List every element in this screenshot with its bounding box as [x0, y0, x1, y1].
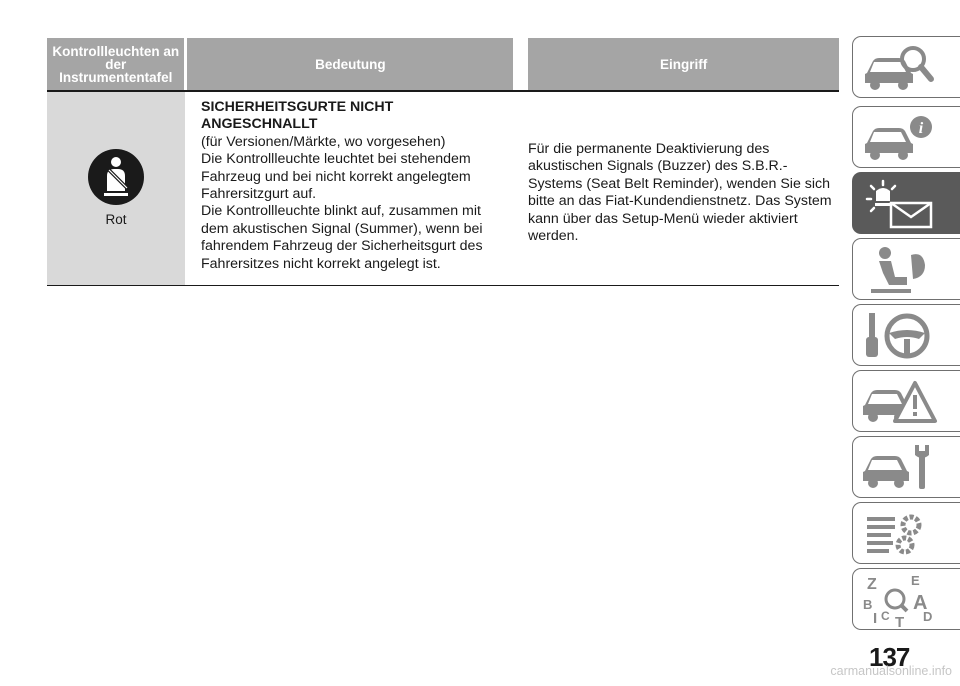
table-row	[47, 92, 839, 286]
meaning-paragraph-2: Die Kontrollleuchte blinkt auf, zusammen mit dem akustischen Signal (Summer), wenn bei fahrendem Fahrzeug der Sicherheitsgurt des Fahrersitzes nicht korrekt angelegt ist.	[201, 203, 483, 272]
car-search-icon	[861, 41, 939, 95]
tab-emergency[interactable]	[852, 370, 960, 432]
meaning-cell	[185, 92, 512, 285]
svg-text:D: D	[923, 609, 933, 624]
svg-text:E: E	[911, 573, 920, 588]
tab-maintenance[interactable]	[852, 436, 960, 498]
column-header-warning-lights: Kontrollleuchten an der Instrumententafel	[47, 38, 184, 90]
svg-text:A: A	[913, 592, 928, 614]
tab-warning-lights[interactable]	[852, 172, 960, 234]
column-header-meaning: Bedeutung	[187, 38, 513, 90]
meaning-paragraph-1: Die Kontrollleuchte leuchtet bei stehendem Fahrzeug und bei nicht korrekt angelegtem Fahrersitzgurt auf.	[201, 151, 471, 203]
column-header-action: Eingriff	[528, 38, 839, 90]
svg-text:I: I	[873, 610, 878, 627]
watermark: carmanualsonline.info	[830, 664, 952, 678]
tab-index[interactable]	[852, 568, 960, 630]
seat-airbag-icon	[861, 243, 939, 297]
icon-cell	[47, 92, 185, 285]
warning-title-line1: SICHERHEITSGURTE NICHT	[201, 99, 394, 115]
tab-car-info[interactable]	[852, 106, 960, 168]
meaning-note: (für Versionen/Märkte, wo vorgesehen)	[201, 133, 446, 150]
svg-text:T: T	[895, 614, 905, 627]
table-header	[47, 38, 839, 90]
car-breakdown-warning-icon	[861, 375, 939, 429]
svg-text:i: i	[918, 120, 924, 137]
car-wrench-icon	[861, 441, 939, 495]
warning-lights-table	[47, 38, 839, 286]
page-number: 137	[869, 642, 910, 672]
icon-color-label: Rot	[105, 212, 127, 227]
warning-light-envelope-icon	[861, 177, 939, 231]
tab-technical-data[interactable]	[852, 502, 960, 564]
seatbelt-warning-icon	[87, 148, 145, 206]
warning-title-line2: ANGESCHNALLT	[201, 116, 318, 133]
key-steering-wheel-icon	[861, 309, 939, 363]
specs-gear-icon	[861, 507, 939, 561]
svg-text:C: C	[881, 609, 890, 623]
car-info-icon	[861, 111, 939, 165]
svg-text:B: B	[863, 597, 873, 612]
tab-safety[interactable]	[852, 238, 960, 300]
action-text: Für die permanente Deaktivierung des akustischen Signals (Buzzer) des S.B.R.-Systems (Seat Belt Reminder), wenden Sie sich bitte an das Fiat-Kundendienstnetz. Das System kann über das Setup-Menü wieder aktiviert werden.	[528, 141, 832, 245]
action-cell	[512, 92, 839, 285]
tab-car-search[interactable]	[852, 36, 960, 98]
tab-starting-driving[interactable]	[852, 304, 960, 366]
svg-text:Z: Z	[867, 576, 877, 593]
alphabetical-index-icon	[861, 573, 939, 627]
